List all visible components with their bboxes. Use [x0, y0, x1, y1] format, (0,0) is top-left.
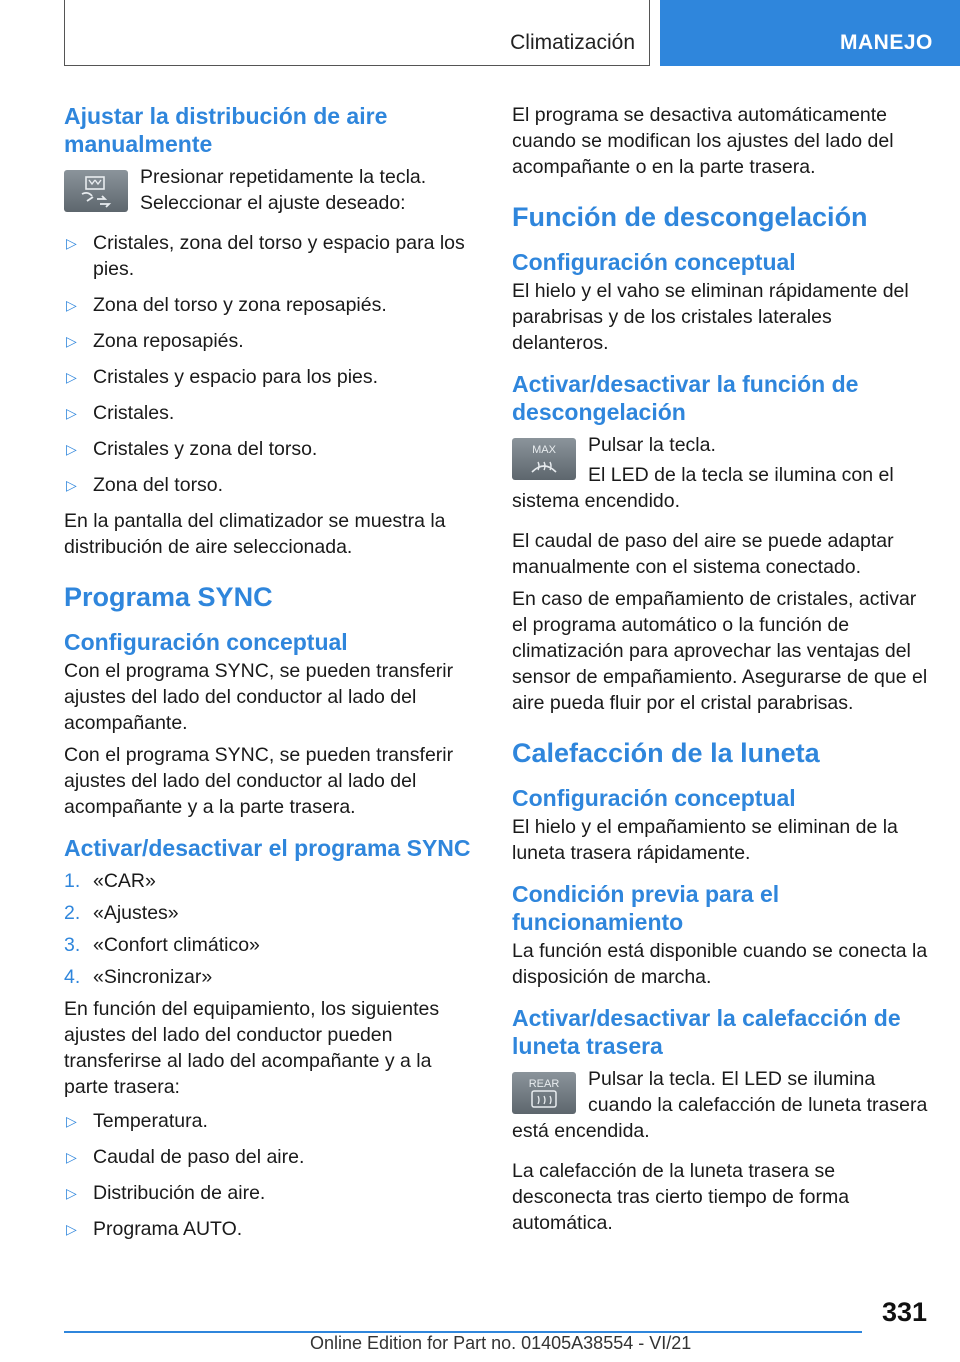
- triangle-bullet-icon: ▷: [66, 1149, 77, 1165]
- header-section-title: Climatización: [510, 31, 635, 54]
- triangle-bullet-icon: ▷: [66, 477, 77, 493]
- list-item: 1. «CAR»: [64, 870, 156, 892]
- sync-equipment-text: En función del equipamiento, los siguientes ajustes del lado del conductor pueden transferirse al lado del acompañante y a la parte trasera:: [64, 998, 440, 1098]
- step-number: 2.: [64, 902, 81, 924]
- heading-rear-heating: Calefacción de la luneta: [512, 738, 820, 768]
- defrost-concept-text: El hielo y el vaho se eliminan rápidamente del parabrisas y de los cristales laterales delanteros.: [512, 280, 909, 354]
- left-column: [64, 102, 478, 1252]
- list-item: ▷ Zona del torso y zona reposapiés.: [66, 294, 387, 316]
- list-item: 4. «Sincronizar»: [64, 966, 213, 988]
- heading-air-distribution: Ajustar la distribución de aire manualmente: [64, 103, 388, 157]
- page-header: [0, 0, 960, 66]
- defrost-led-text: El LED de la tecla se ilumina con el sistema encendido.: [512, 464, 894, 512]
- list-item: ▷ Temperatura.: [66, 1110, 208, 1132]
- triangle-bullet-icon: ▷: [66, 1113, 77, 1129]
- triangle-bullet-icon: ▷: [66, 369, 77, 385]
- list-item: ▷ Cristales y espacio para los pies.: [66, 366, 379, 388]
- rear-key-paragraph: [512, 1066, 928, 1148]
- heading-rear-prereq: Condición previa para el funcionamiento: [512, 881, 780, 935]
- footer-edition-text: Online Edition for Part no. 01405A38554 - VI/21: [310, 1333, 692, 1353]
- heading-rear-toggle: Activar/desactivar la calefacción de luneta trasera: [512, 1005, 901, 1059]
- right-column: [512, 102, 928, 1242]
- rear-auto-off-text: La calefacción de la luneta trasera se desconecta tras cierto tiempo de forma automática.: [512, 1160, 850, 1234]
- heading-defrost-toggle: Activar/desactivar la función de descongelación: [512, 371, 859, 425]
- list-item: ▷ Caudal de paso del aire.: [66, 1146, 305, 1168]
- list-item: ▷ Distribución de aire.: [66, 1182, 266, 1204]
- list-item: ▷ Cristales.: [66, 402, 175, 424]
- svg-text:MAX: MAX: [532, 444, 556, 456]
- air-key-paragraph: [64, 164, 478, 220]
- triangle-bullet-icon: ▷: [66, 333, 77, 349]
- sync-items-list: [64, 1108, 478, 1242]
- heading-rear-concept: Configuración conceptual: [512, 785, 796, 811]
- list-item: 2. «Ajustes»: [64, 902, 179, 924]
- air-options-list: [64, 230, 478, 498]
- header-chapter-title: MANEJO: [840, 31, 933, 54]
- sync-off-text: El programa se desactiva automáticamente cuando se modifican los ajustes del lado del acompañante o en la parte trasera.: [512, 104, 894, 178]
- triangle-bullet-icon: ▷: [66, 1221, 77, 1237]
- rear-press-text: Pulsar la tecla. El LED se ilumina cuando la calefacción de luneta trasera está encendida.: [512, 1068, 928, 1142]
- heading-defrost: Función de descongelación: [512, 202, 868, 232]
- step-number: 3.: [64, 934, 81, 956]
- list-item: ▷ Zona reposapiés.: [66, 330, 244, 352]
- heading-sync-concept: Configuración conceptual: [64, 629, 348, 655]
- step-number: 4.: [64, 966, 81, 988]
- defrost-press-text: Pulsar la tecla.: [588, 434, 716, 456]
- max-key-paragraph: [512, 432, 928, 518]
- triangle-bullet-icon: ▷: [66, 405, 77, 421]
- page-number: 331: [881, 1297, 927, 1327]
- air-display-text: En la pantalla del climatizador se muestra la distribución de aire seleccionada.: [64, 510, 446, 558]
- step-number: 1.: [64, 870, 81, 892]
- header-section-box: [64, 0, 650, 66]
- triangle-bullet-icon: ▷: [66, 235, 77, 251]
- rear-window-heating-key-icon: [512, 1072, 576, 1114]
- list-item: 3. «Confort climático»: [64, 934, 260, 956]
- max-defrost-key-icon: [512, 438, 576, 480]
- rear-concept-text: El hielo y el empañamiento se eliminan de la luneta trasera rápidamente.: [512, 816, 898, 864]
- list-item: ▷ Cristales y zona del torso.: [66, 438, 318, 460]
- heading-sync: Programa SYNC: [64, 582, 273, 612]
- defrost-flow-text: El caudal de paso del aire se puede adaptar manualmente con el sistema conectado.: [512, 530, 894, 578]
- list-item: ▷ Programa AUTO.: [66, 1218, 243, 1240]
- list-item: ▷ Zona del torso.: [66, 474, 224, 496]
- rear-prereq-text: La función está disponible cuando se conecta la disposición de marcha.: [512, 940, 928, 988]
- sync-steps-list: [64, 868, 478, 990]
- air-distribution-key-icon: [64, 170, 128, 212]
- heading-defrost-concept: Configuración conceptual: [512, 249, 796, 275]
- defrost-fog-text: En caso de empañamiento de cristales, activar el programa automático o la función de climatización para aprovechar las ventajas del sensor de empañamiento. Asegurarse de que el aire pueda fluir por el cristal parabrisas.: [512, 588, 928, 714]
- sync-paragraph-1: Con el programa SYNC, se pueden transferir ajustes del lado del conductor al lado del acompañante.: [64, 660, 454, 734]
- air-intro-text: Presionar repetidamente la tecla. Seleccionar el ajuste deseado:: [140, 166, 427, 214]
- heading-sync-toggle: Activar/desactivar el programa SYNC: [64, 835, 471, 861]
- svg-text:REAR: REAR: [528, 1078, 560, 1090]
- triangle-bullet-icon: ▷: [66, 297, 77, 313]
- list-item: ▷ Cristales, zona del torso y espacio para los pies.: [66, 232, 465, 280]
- triangle-bullet-icon: ▷: [66, 441, 77, 457]
- header-chapter-tab: [660, 0, 960, 66]
- triangle-bullet-icon: ▷: [66, 1185, 77, 1201]
- sync-paragraph-2: Con el programa SYNC, se pueden transferir ajustes del lado del conductor al lado del acompañante y a la parte trasera.: [64, 744, 454, 818]
